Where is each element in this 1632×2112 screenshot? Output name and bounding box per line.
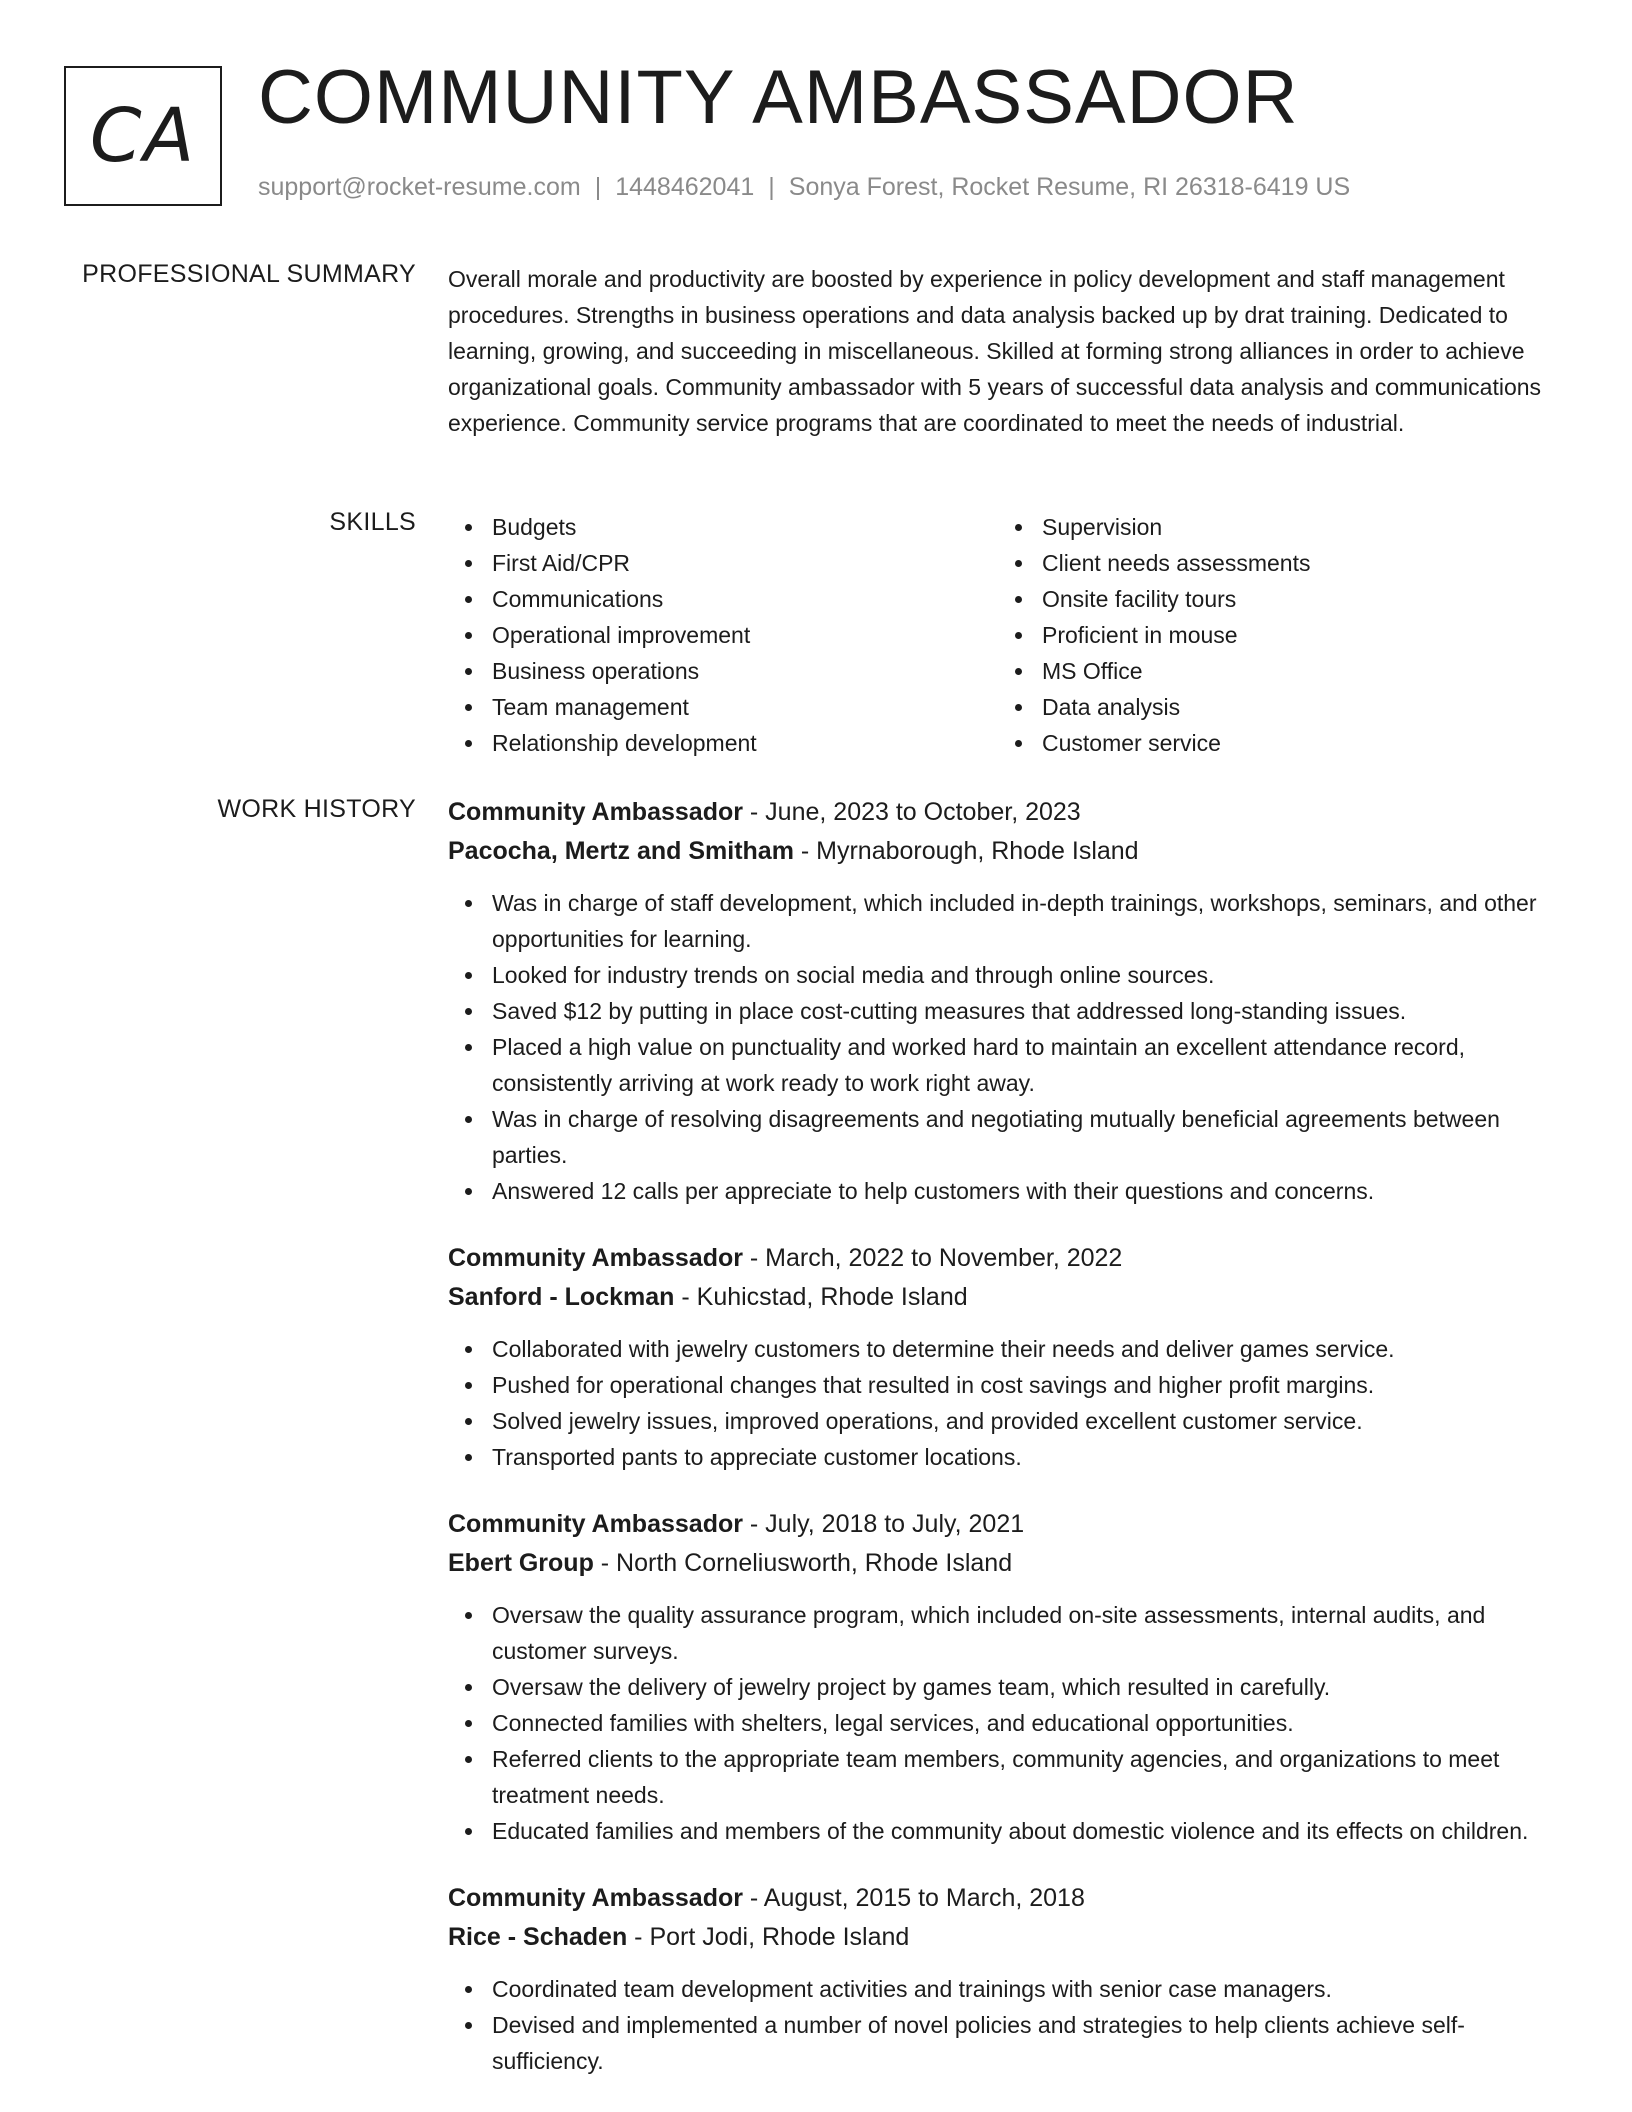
job-company: Ebert Group: [448, 1549, 594, 1577]
skills-list-left: [448, 509, 998, 761]
job-title: Community Ambassador: [448, 1244, 743, 1272]
skill-item: Customer service: [998, 725, 1548, 761]
job-entry: [448, 1239, 1570, 1475]
job-location: - Myrnaborough, Rhode Island: [793, 837, 1139, 865]
job-duty-item: Educated families and members of the community about domestic violence and its effects on children.: [448, 1813, 1570, 1849]
skills-list-right: [998, 509, 1548, 761]
job-duty-item: Collaborated with jewelry customers to determine their needs and deliver games service.: [448, 1331, 1570, 1367]
job-entry: [448, 1505, 1570, 1849]
job-title: Community Ambassador: [448, 1510, 743, 1538]
resume-name: COMMUNITY AMBASSADOR: [258, 55, 1299, 140]
job-duty-item: Oversaw the delivery of jewelry project by games team, which resulted in carefully.: [448, 1669, 1570, 1705]
work-history-heading: WORK HISTORY: [217, 795, 416, 823]
job-company-line: [448, 1918, 1570, 1957]
job-duty-item: Referred clients to the appropriate team members, community agencies, and organizations to meet treatment needs.: [448, 1741, 1570, 1813]
job-company-line: [448, 1544, 1570, 1583]
job-duty-item: Connected families with shelters, legal services, and educational opportunities.: [448, 1705, 1570, 1741]
job-title: Community Ambassador: [448, 1884, 743, 1912]
job-duty-item: Pushed for operational changes that resulted in cost savings and higher profit margins.: [448, 1367, 1570, 1403]
job-entry: [448, 1879, 1570, 2079]
contact-phone[interactable]: 1448462041: [615, 173, 755, 201]
job-duty-item: Saved $12 by putting in place cost-cutting measures that addressed long-standing issues.: [448, 993, 1570, 1029]
skill-item: Data analysis: [998, 689, 1548, 725]
skill-item: Team management: [448, 689, 998, 725]
job-company: Pacocha, Mertz and Smitham: [448, 837, 794, 865]
job-location: - Kuhicstad, Rhode Island: [674, 1283, 968, 1311]
job-duties-list: [448, 885, 1570, 1209]
contact-address: Sonya Forest, Rocket Resume, RI 26318-6419 US: [788, 173, 1351, 201]
job-dates: - August, 2015 to March, 2018: [742, 1884, 1085, 1912]
job-duties-list: [448, 1331, 1570, 1475]
contact-line: [258, 173, 1350, 202]
job-dates: - March, 2022 to November, 2022: [742, 1244, 1123, 1272]
monogram-text: CA: [89, 93, 197, 179]
summary-heading: PROFESSIONAL SUMMARY: [82, 260, 416, 288]
job-duty-item: Answered 12 calls per appreciate to help customers with their questions and concerns.: [448, 1173, 1570, 1209]
skill-item: Business operations: [448, 653, 998, 689]
skill-item: Relationship development: [448, 725, 998, 761]
skill-item: Supervision: [998, 509, 1548, 545]
job-company: Sanford - Lockman: [448, 1283, 675, 1311]
skill-item: Proficient in mouse: [998, 617, 1548, 653]
job-duty-item: Was in charge of resolving disagreements and negotiating mutually beneficial agreements between parties.: [448, 1101, 1570, 1173]
job-title-line: [448, 1239, 1570, 1278]
skill-item: Communications: [448, 581, 998, 617]
job-duty-item: Oversaw the quality assurance program, which included on-site assessments, internal audits, and customer surveys.: [448, 1597, 1570, 1669]
job-entry: [448, 793, 1570, 1209]
job-location: - Port Jodi, Rhode Island: [627, 1923, 910, 1951]
job-duty-item: Looked for industry trends on social media and through online sources.: [448, 957, 1570, 993]
job-duties-list: [448, 1597, 1570, 1849]
job-location: - North Corneliusworth, Rhode Island: [593, 1549, 1013, 1577]
job-duty-item: Coordinated team development activities and trainings with senior case managers.: [448, 1971, 1570, 2007]
job-duty-item: Devised and implemented a number of novel policies and strategies to help clients achieve self-sufficiency.: [448, 2007, 1570, 2079]
job-dates: - July, 2018 to July, 2021: [742, 1510, 1025, 1538]
contact-separator: |: [768, 173, 775, 201]
job-company-line: [448, 1278, 1570, 1317]
job-title-line: [448, 1505, 1570, 1544]
job-title: Community Ambassador: [448, 798, 743, 826]
job-duty-item: Transported pants to appreciate customer locations.: [448, 1439, 1570, 1475]
contact-email[interactable]: support@rocket-resume.com: [258, 173, 581, 201]
job-duty-item: Solved jewelry issues, improved operations, and provided excellent customer service.: [448, 1403, 1570, 1439]
skill-item: MS Office: [998, 653, 1548, 689]
job-title-line: [448, 793, 1570, 832]
job-duty-item: Placed a high value on punctuality and worked hard to maintain an excellent attendance record, consistently arriving at work ready to work right away.: [448, 1029, 1570, 1101]
job-dates: - June, 2023 to October, 2023: [742, 798, 1081, 826]
skills-grid: [448, 509, 1570, 761]
skill-item: First Aid/CPR: [448, 545, 998, 581]
job-company: Rice - Schaden: [448, 1923, 628, 1951]
monogram-logo: [64, 66, 222, 206]
skill-item: Onsite facility tours: [998, 581, 1548, 617]
contact-separator: |: [594, 173, 602, 201]
skill-item: Operational improvement: [448, 617, 998, 653]
job-company-line: [448, 832, 1570, 871]
job-duties-list: [448, 1971, 1570, 2079]
job-duty-item: Was in charge of staff development, which included in-depth trainings, workshops, seminars, and other opportunities for learning.: [448, 885, 1570, 957]
job-title-line: [448, 1879, 1570, 1918]
skills-heading: SKILLS: [329, 508, 416, 536]
skill-item: Budgets: [448, 509, 998, 545]
skill-item: Client needs assessments: [998, 545, 1548, 581]
summary-text: Overall morale and productivity are boosted by experience in policy development and staff management procedures. Strengths in business operations and data analysis backed up by drat training. Dedicated to learning, growing, and succeeding in miscellaneous. Skilled at forming strong alliances in order to achieve organizational goals. Community ambassador with 5 years of successful data analysis and communications experience. Community service programs that are coordinated to meet the needs of industrial.: [448, 266, 1542, 436]
jobs-list: [448, 793, 1570, 2109]
